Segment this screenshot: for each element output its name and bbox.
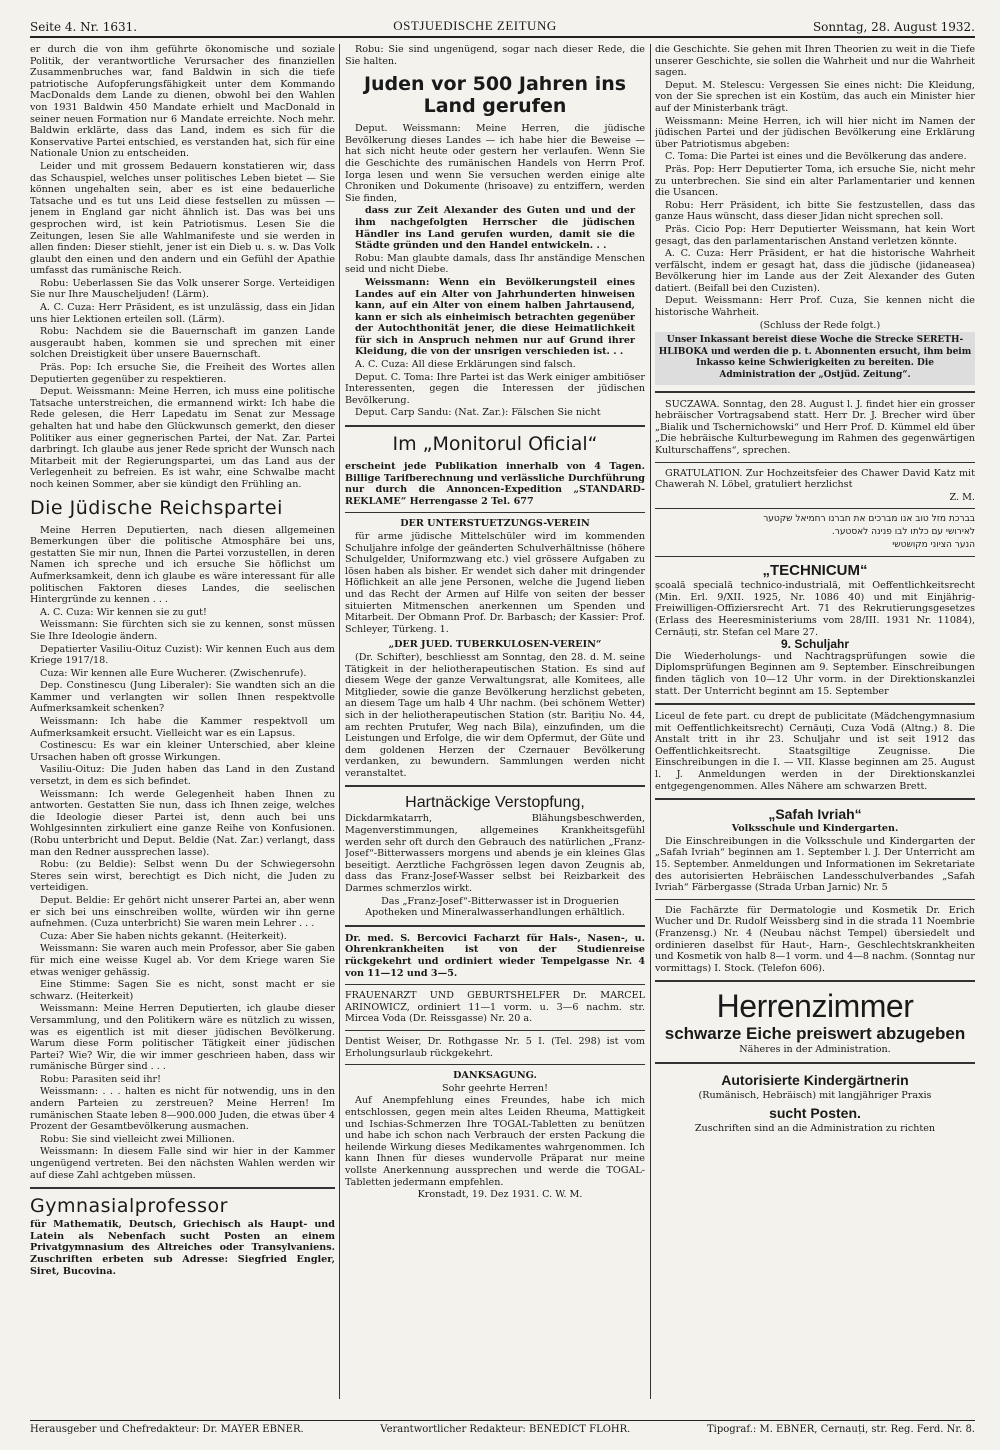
ad-subheading: Volksschule und Kindergarten. [731, 823, 899, 835]
divider [345, 512, 645, 513]
article-paragraph: Deput. M. Stelescu: Vergessen Sie eines nicht: Die Kleidung, von der Sie sprechen ist ein Kostüm, das auch ein Minister hier auf der Ministerbank trägt. [655, 79, 975, 114]
ad-heading: „Safah Ivriah“ [768, 806, 862, 823]
article-paragraph: Robu: Man glaubte damals, dass Ihr anständige Menschen seid und nicht Diebe. [345, 252, 645, 276]
article-paragraph: Weissmann: Sie waren auch mein Professor, aber Sie gaben für mich eine weisse Kugel ab. Vor dem Kriege waren Sie etwas weniger gehässig. [30, 943, 335, 978]
article-paragraph: C. Toma: Die Partei ist eines und die Bevölkerung das andere. [665, 151, 967, 163]
article-paragraph: Depatierter Vasiliu-Oituz Cuzist): Wir kennen Euch aus dem Kriege 1917/18. [30, 643, 335, 667]
article-paragraph: Robu: Parasiten seid ihr! [40, 1073, 161, 1085]
ad-text: Die Wiederholungs- und Nachtragsprüfungen sowie die Diplomsprüfungen Beginnen am 9. September. Einschreibungen finden täglich von 10—12 Uhr vorm. in der Direktionskanzlei statt. Der Unterricht beginnt am 15. September [655, 650, 975, 697]
notice-title: „DER JUED. TUBERKULOSEN-VEREIN“ [388, 639, 602, 651]
divider [30, 1187, 335, 1189]
article-paragraph: Präs. Cicio Pop: Herr Deputierter Weissmann, hat kein Wort gesagt, das den parlamentarischen Anstand verletzen könnte. [655, 223, 975, 247]
section-heading: Juden vor 500 Jahren ins Land gerufen [363, 73, 627, 118]
article-paragraph: Deput. Weissmann: Herr Prof. Cuza, Sie kennen nicht die historische Wahrheit. [655, 295, 975, 319]
article-paragraph: Robu: Herr Präsident, ich bitte Sie festzustellen, dass das ganze Haus wünscht, dass dieser Jidan nicht sprechen soll. [655, 199, 975, 223]
article-paragraph: Dep. Constinescu (Jung Liberaler): Sie wandten sich an die Kammer und verlangten wir sollen Ihnen respektvolle Aufmerksamkeit schenken? [30, 680, 335, 715]
hebrew-notice-line: הנער הציוני מקושטשי [892, 539, 975, 550]
column-1 [30, 44, 335, 1394]
ad-heading: Im „Monitorul Oficial“ [392, 433, 598, 456]
article-paragraph: Weissmann: . . . halten es nicht für notwendig, uns in den andern Parteien zu zerstreuen? Meine Herren! Im rumänischen Staate leben 8—900.000 Juden, die etwas über 4 Prozent der Gesamtbevölkerung ausmachen. [30, 1086, 335, 1133]
article-paragraph: A. C. Cuza: Wir kennen sie zu gut! [40, 606, 207, 618]
newspaper-title: OSTJUEDISCHE ZEITUNG [393, 18, 557, 33]
divider [655, 980, 975, 982]
column-divider [339, 44, 340, 1399]
article-paragraph: (Schluss der Rede folgt.) [759, 319, 881, 331]
doctor-ad: Dr. med. S. Bercovici Facharzt für Hals-, Nasen-, u. Ohrenkrankheiten ist von der Studienreise rückgekehrt und ordiniert wieder Tempelgasse Nr. 4 von 11—12 und 3—5. [345, 932, 645, 979]
article-paragraph: Cuza: Wir kennen alle Eure Wucherer. (Zwischenrufe). [40, 667, 307, 679]
ad-text: Näheres in der Administration. [739, 1044, 891, 1056]
ad-text: (Rumänisch, Hebräisch) mit langjähriger Praxis [698, 1089, 932, 1101]
ad-text: Liceul de fete part. cu drept de publicitate (Mädchengymnasium mit Oeffentlichkeitsrecht) Cernăuți, Cuza Vodă (Altng.) 8. Die Anstalt tritt in ihr 23. Schuljahr und ist seit 1912 das Oeffentlichkeitsrecht. Staatsgiltige Zeugnisse. Die Einschreibungen in die I. — VII. Klasse beginnen am 25. August l. J. Anmeldungen werden in der Direktionskanzlei entgegengenommen. Alles Nähere am schwarzen Brett. [655, 711, 975, 792]
divider [655, 462, 975, 463]
ad-heading: „TECHNICUM“ [762, 562, 868, 580]
article-paragraph: Weissmann: In diesem Falle sind wir hier in der Kammer ungenügend vertreten. Bei den nächsten Wahlen werden wir auf diese Zahl achtgeben müssen. [30, 1146, 335, 1181]
divider [345, 1064, 645, 1065]
divider [655, 1062, 975, 1064]
article-paragraph: Eine Stimme: Sagen Sie es nicht, sonst macht er sie schwarz. (Heiterkeit) [30, 979, 335, 1002]
article-paragraph: Cuza: Aber Sie haben nichts gekannt. (Heiterkeit). [40, 930, 287, 942]
divider [655, 508, 975, 509]
divider [655, 391, 975, 393]
article-paragraph: Vasiliu-Oituz: Die Juden haben das Land in den Zustand versetzt, in dem es sich befindet. [30, 764, 335, 788]
notice-title: DER UNTERSTUETZUNGS-VEREIN [400, 518, 590, 530]
article-paragraph: Weissmann: Ich werde Gelegenheit haben Ihnen zu antworten. Gestatten Sie nun, dass ich Ihnen zeige, welches die Ideologie dieser Partei ist, denn auch bei uns Wohlgesinnten zirkuliert eine ganze Reihe von Konfusionen. (Robu unterbricht und Deput. Beldie (Nat. Zar.) verlangt, dass man den Redner aussprechen lasse). [30, 788, 335, 858]
congratulation-signature: Z. M. [949, 491, 975, 503]
article-paragraph: Meine Herren Deputierten, nach diesen allgemeinen Bemerkungen über die politische Atmosphäre bei uns, gestatten Sie mir nun, Ihnen die Partei vorzustellen, in deren Namen ich spreche und ich ersuche Sie höflichst um Aufmerksamkeit, denn ich glaube es wäre interessant für alle politischen Faktoren dieses Landes, die seelischen Hintergründe zu kennen . . . [30, 524, 335, 606]
ad-subheading: 9. Schuljahr [780, 637, 850, 652]
event-notice: SUCZAWA. Sonntag, den 28. August l. J. findet hier ein grosser hebräischer Vortragsabend statt. Herr Dr. J. Brecher wird über „Bialik und Tschernichowski“ und Herr Prof. D. Kümmel eld über „Die hebräische Kulturbewegung im Rahmen des gegenwärtigen Kulturschaffens“, sprechen. [655, 398, 975, 456]
divider [345, 984, 645, 985]
footer-editor: Verantwortlicher Redakteur: BENEDICT FLOHR. [380, 1424, 631, 1435]
thanks-salutation: Sohr geehrte Herren! [442, 1082, 548, 1094]
article-paragraph: Robu: Nachdem sie die Bauernschaft im ganzen Lande ausgeraubt haben, kommen sie und sprechen mit einer solchen Dreistigkeit über unsere Bauernschaft. [30, 326, 335, 361]
ad-heading: Hartnäckige Verstopfung, [405, 794, 585, 812]
ad-text: Zuschriften sind an die Administration zu richten [694, 1122, 936, 1134]
footer-printer: Tipograf.: M. EBNER, Cernauți, str. Reg. Ferd. Nr. 8. [706, 1424, 975, 1435]
article-paragraph: er durch die von ihm geführte ökonomische und soziale Politik, der verantwortliche Verursacher des finanziellen Zusammenbruches war, fand Baldwin in sich die tiefe patriotische Aufopferungsfähigkeit unter dem Kommando MacDonalds dem Lande zu dienen, obwohl bei den Wahlen von 1931 Baldwin 450 Mandate erhielt und MacDonald in seiner neuen Formation nur 6 Mandate erreichte. Noch mehr. Baldwin erklärte, dass das Land, indem es sich für die Konservative Partei entschied, es verstanden hat, sich für eine Nationale Union zu entscheiden. [30, 44, 335, 160]
article-paragraph: Leider und mit grossem Bedauern konstatieren wir, dass das Schauspiel, welches unser politisches Leben bietet — Sie können ungehalten sein, aber es ist eine bedauerliche Tatsache und es tut uns Leid diese festsellen zu müssen — jenem in England gar nicht ähnlich ist. Das was bei uns gesprochen wird, ist kein Patriotismus. Lesen Sie die Zeitungen, lesen Sie alle Wahlmanifeste und sie werden in allen finden: Dieser stiehlt, jener ist ein Dieb u. s. w. Das Volk glaubt den einen und den andern und ein Gefühl der Apathie umfasst das rumänische Reich. [30, 160, 335, 277]
article-paragraph: die Geschichte. Sie gehen mit Ihren Theorien zu weit in die Tiefe unserer Geschichte, sie sollen die Wahrheit und nur die Wahrheit sagen. [655, 44, 975, 79]
thanks-text: Auf Anempfehlung eines Freundes, habe ich mich entschlossen, gegen mein altes Leiden Rheuma, Mattigkeit und Ischias-Schmerzen Ihre TOGAL-Tabletten zu benützen und habe ich schon nach Verbrauch der ersten Packung die heilende Wirkung dieses Medikamentes wahrgenommen. Ich kann Ihnen für dieses wundervolle Präparat nur meine vollste Anerkennung aussprechen und werde die TOGAL-Tabletten jedermann empfehlen. [345, 1095, 645, 1188]
ad-text: für Mathematik, Deutsch, Griechisch als Haupt- und Latein als Nebenfach sucht Posten an einem Privatgymnasium des Altreiches oder Transylvaniens. Zuschriften erbeten sub Adresse: Siegfried Engler, Siret, Bucovina. [30, 1219, 335, 1277]
divider [655, 899, 975, 900]
article-paragraph: Deput. Beldie: Er gehört nicht unserer Partei an, aber wenn er sich bei uns einschreiben wollte, würden wir ihn gerne aufnehmen. (Cuza unterbricht) Sie waren mein Lehrer . . . [30, 894, 335, 930]
ad-text: Das „Franz-Josef“-Bitterwasser ist in Droguerien Apotheken und Mineralwasserhandlungen erhältlich. [365, 895, 625, 919]
article-paragraph: A. C. Cuza: Herr Präsident, es ist unzulässig, dass ein Jidan uns hier Lektionen erteilen soll. (Lärm). [30, 302, 335, 325]
notice-text: (Dr. Schifter), beschliesst am Sonntag, den 28. d. M. seine Tätigkeit in der heliotherapeutischen Station. Es sind auf diesem Wege der ganze Verwaltungsrat, alle Komitees, alle Mitglieder, sowie die ganze Bevölkerung herzlichst gebeten, an diesem Tage um halb 4 Uhr nachm. (bei schönem Wetter) sich in der heliotherapeutischen Station (str. Barițiu No. 44, am rechten Prutufer, Weg nach Bila), einzufinden, um die Leistungen und Erfolge, die wir dem Opfermut, der Güte und dem goldenen Herzen der Czernauer Bevölkerung verdanken, zu bewundern. Sammlungen werden nicht veranstaltet. [345, 651, 645, 779]
article-paragraph: A. C. Cuza: All diese Erklärungen sind falsch. [355, 359, 576, 371]
article-paragraph: Deput. Carp Sandu: (Nat. Zar.): Fälschen Sie nicht [355, 407, 601, 419]
ad-heading: Autorisierte Kindergärtnerin [721, 1071, 909, 1088]
article-paragraph: A. C. Cuza: Herr Präsident, er hat die historische Wahrheit verfälscht, indem er gesagt hat, dass die jüdische (jidaneasea) Bevölkerung hier im Lande aus der Zeit Alexander des Guten datiert. (Beifall bei den Cuzisten). [655, 248, 975, 294]
divider [345, 925, 645, 927]
article-paragraph: Robu: (zu Beldie): Selbst wenn Du der Schwiegersohn Steres sein wirst, berechtigt es Dich nicht, die Juden zu verteidigen. [30, 859, 335, 894]
dentist-ad: Dentist Weiser, Dr. Rothgasse Nr. 5 I. (Tel. 298) ist vom Erholungsurlaub rückgekehrt. [345, 1035, 645, 1059]
doctor-ad: FRAUENARZT UND GEBURTSHELFER Dr. MARCEL ARINOWICZ, ordiniert 11—1 vorm. u. 3—6 nachm. str. Mircea Voda (Dr. Reissgasse) Nr. 20 a. [345, 990, 645, 1025]
ad-subheading: schwarze Eiche preiswert abzugeben [664, 1024, 966, 1044]
article-paragraph: Weissmann: Sie fürchten sich sie zu kennen, sonst müssen Sie Ihre Ideologie ändern. [30, 619, 335, 642]
column-3 [655, 44, 975, 1394]
divider [345, 1030, 645, 1031]
notice-text: für arme jüdische Mittelschüler wird im kommenden Schuljahre infolge der geänderten Schulverhältnisse (höhere Schulgelder, Uniformzwang etc.) viel grössere Aufgaben zu lösen haben als bisher. Er wendet sich daher mit dringender Höflichkeit an alle jene Personen, welche die Jugend lieben und das Recht der Armen auf Hilfe von seiten der besser situierten Mitmenschen anerkennen um Spenden und Mitarbeit. Der Obmann Prof. Dr. Barbasch; der Kassier: Prof. Schleyer, Türkeng. 1. [345, 531, 645, 635]
divider [655, 556, 975, 557]
article-paragraph: Deput. Weissmann: Meine Herren, ich muss eine politische Tatsache unterstreichen, die ermannend wirkt: Ich habe die Rede gelesen, die Herr Lapedatu im Senat zur Message gehalten hat und habe den Glückwunsch gemerkt, den dieser Politiker aus einer gegnerischen Partei, der Nat. Zar. Partei darbringt. Ich glaube aus jener Rede spricht der Wunsch nach Mitarbeit mit der Regierungspartei, um das Land aus der Verlegenheit zu befreien. Es ist wahr, eine Schwalbe macht noch keinen Sommer, aber sie kündigt den Frühling an. [30, 386, 335, 490]
divider [655, 703, 975, 705]
divider [345, 425, 645, 427]
column-2 [345, 44, 645, 1394]
article-emphasis: dass zur Zeit Alexander des Guten und und der ihm nachgefolgten Herrscher die jüdischen Händler ins Land gerufen wurden, damit sie die Städte gründen und den Handel entwickeln. . . [355, 205, 635, 252]
thanks-signature: Kronstadt, 19. Dez 1931. C. W. M. [417, 1189, 583, 1201]
article-paragraph: Robu: Sie sind ungenügend, sogar nach dieser Rede, die Sie halten. [345, 44, 645, 67]
doctor-ad: Die Fachärzte für Dermatologie und Kosmetik Dr. Erich Wucher und Dr. Rudolf Weissberg sind in die strada 11 Noembrie (Franzensg.) Nr. 4 (Neubau nächst Tempel) übersiedelt und ordinieren daselbst für Haut-, Harn-, Geschlechtskrankheiten und Kosmetik von halb 8—1 vorm. und 4—8 nachm. (Sonntag nur vormittags) I. Stock. (Telefon 606). [655, 904, 975, 974]
section-heading: Die Jüdische Reichspartei [30, 496, 283, 519]
ad-text: școală specială technico-industrială, mit Oeffentlichkeitsrecht (Min. Erl. 9/XII. 1925, Nr. 1086 40) und mit Einjährig-Freiwilligen-Offiziersrecht Art. 71 des Rekrutierungsgesetzes (Erlass des Heeresministeriums vom 28/III. 1931 Nr. 11084), Cernăuți, str. Stefan cel Mare 27. [655, 580, 975, 638]
column-divider [650, 44, 651, 1399]
article-paragraph: Deput. C. Toma: Ihre Partei ist das Werk einiger ambitiöser Interessenten, gegen die Interessen der jüdischen Bevölkerung. [345, 371, 645, 406]
header-date: Sonntag, 28. August 1932. [812, 20, 975, 34]
article-paragraph: Costinescu: Es war ein kleiner Unterschied, aber kleine Ursachen haben oft grosse Wirkungen. [30, 740, 335, 763]
ad-heading: Herrenzimmer [716, 988, 914, 1025]
article-paragraph: Robu: Sie sind vielleicht zwei Millionen. [40, 1133, 235, 1145]
footer-publisher: Herausgeber und Chefredakteur: Dr. MAYER EBNER. [30, 1424, 304, 1435]
article-paragraph: Weissmann: Ich habe die Kammer respektvoll um Aufmerksamkeit ersucht. Vielleicht war es ein Lapsus. [30, 716, 335, 739]
congratulation-notice: GRATULATION. Zur Hochzeitsfeier des Chawer David Katz mit Chawerah N. Löbel, gratuliert herzlichst [655, 467, 975, 491]
subscription-notice: Unser Inkassant bereist diese Woche die Strecke SERETH-HLIBOKA und werden die p. t. Abonnenten ersucht, ihm beim Inkasso keine Schwierigkeiten zu bereiten. Die Administration der „Ostjüd. Zeitung“. [655, 332, 975, 384]
hebrew-notice-line: בברכת מזל טוב אנו מברכים את חברנו רחמיאל שקטער [763, 514, 975, 525]
header-page-number: Seite 4. Nr. 1631. [30, 20, 138, 34]
article-paragraph: Robu: Ueberlassen Sie das Volk unserer Sorge. Verteidigen Sie nur Ihre Mauscheljuden! (Lärm). [30, 277, 335, 301]
thanks-title: DANKSAGUNG. [453, 1070, 537, 1082]
hebrew-notice-line: לאירושי עם כלתו לבו פנינה לאסטער. [831, 526, 975, 537]
ad-text: erscheint jede Publikation innerhalb von 4 Tagen. Billige Tarifberechnung und verlässliche Durchführung nur durch die Annoncen-Expedition „STANDARD-REKLAME“ Herrengasse 2 Tel. 677 [345, 461, 645, 507]
article-paragraph: Weissmann: Meine Herren, ich will hier nicht im Namen der jüdischen Partei und der jüdischen Bevölkerung eine Erklärung über Patriotismus abgeben: [655, 115, 975, 150]
article-emphasis: Weissmann: Wenn ein Bevölkerungsteil eines Landes auf ein Alter von Jahrhunderten hinweisen kann, auf ein Alter von einem halben Jahrtausend, kann er sich als einheimisch betrachten gegenüber der Autochthonität jener, die diese Heimatlichkeit für sich in Anspruch nehmen nur auf Grund ihrer Kleidung, die von der unsrigen verschieden ist. . . [355, 276, 635, 358]
page-header [30, 12, 975, 38]
divider [655, 798, 975, 800]
page-footer [30, 1420, 975, 1444]
divider [345, 785, 645, 787]
article-paragraph: Deput. Weissmann: Meine Herren, die jüdische Bevölkerung dieses Landes — ich habe hier die Beweise — hat sich nicht heute oder gestern her verlaufen. Wenn Sie die Geschichte des rumänischen Handels von Herrn Prof. Iorga lesen und wenn Sie versuchen werden einige alte Chroniken und Dokumente (hrisoave) zu entziffern, werden Sie finden, [345, 123, 645, 204]
article-paragraph: Präs. Pop: Herr Deputierter Toma, ich ersuche Sie, nicht mehr zu unterbrechen. Sie sind ein alter Parlamentarier und kennen die Usancen. [655, 163, 975, 199]
ad-subheading: sucht Posten. [769, 1104, 861, 1121]
ad-text: Dickdarmkatarrh, Blähungsbeschwerden, Magenverstimmungen, allgemeines Krankheitsgefühl werden sehr oft durch den Gebrauch des natürlichen „Franz-Josef“-Bitterwassers morgens und abends je ein kleines Glas beseitigt. Aerztliche Fachgrössen legen davon Zeugnis ab, dass das Franz-Josef-Wasser selbst bei Reizbarkeit des Darmes schmerzlos wirkt. [345, 813, 645, 895]
ad-text: Die Einschreibungen in die Volksschule und Kindergarten der „Safah Ivriah“ beginnen am 1. September l. J. Der Unterricht am 15. September. Anmeldungen und Informationen im Sekretariate des autorisierten Hebräischen Landesschulverbandes „Safah Ivriah“ Färbergasse (Strada Urban Jarnic) Nr. 5 [655, 835, 975, 894]
article-paragraph: Weissmann: Meine Herren Deputierten, ich glaube dieser Versammlung, und den Politikern wäre es nützlich zu wissen, was es eigentlich ist mit dieser jüdischen Bevölkerung. Warum diese Form politischer Tätigkeit einer jüdischen Partei? Wie? Wir, die wir immer geschrieen haben, dass wir rumänische Bürger sind . . . [30, 1003, 335, 1073]
ad-heading: Gymnasialprofessor [30, 1195, 228, 1218]
article-paragraph: Präs. Pop: Ich ersuche Sie, die Freiheit des Wortes allen Deputierten gegenüber zu respektieren. [30, 362, 335, 385]
